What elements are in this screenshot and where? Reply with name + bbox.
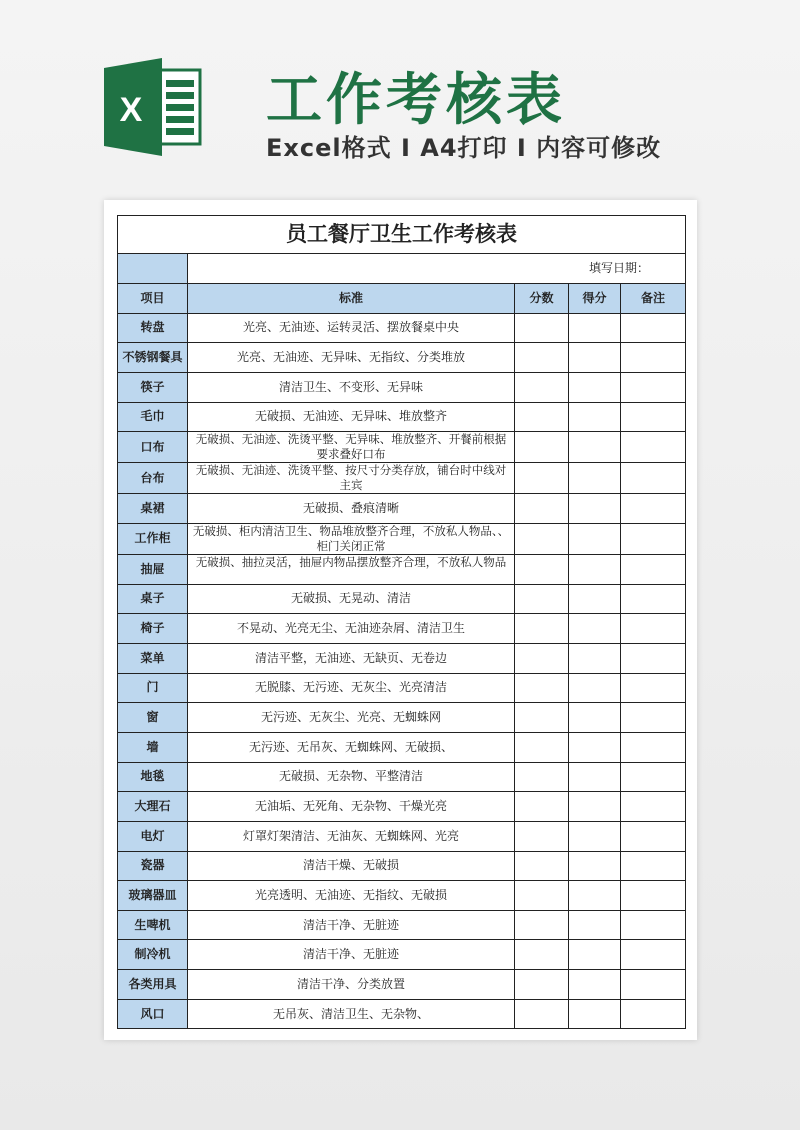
header-item: 项目: [118, 284, 188, 314]
got-cell[interactable]: [569, 343, 621, 373]
date-label[interactable]: 填写日期：: [188, 254, 686, 284]
got-cell[interactable]: [569, 910, 621, 940]
table-row: [118, 673, 686, 703]
banner-title: 工作考核表: [266, 68, 566, 133]
row-item: 大理石: [118, 792, 188, 822]
header-remark: 备注: [621, 284, 686, 314]
row-item: 毛巾: [118, 402, 188, 432]
score-cell[interactable]: [515, 463, 569, 494]
row-item: 转盘: [118, 313, 188, 343]
score-cell[interactable]: [515, 851, 569, 881]
table-row: [118, 851, 686, 881]
score-cell[interactable]: [515, 523, 569, 554]
row-standard: 清洁干净、无脏迹: [188, 910, 515, 940]
table-row: [118, 584, 686, 614]
banner-subtitle: Excel格式 I A4打印 I 内容可修改: [266, 134, 662, 162]
row-item: 窗: [118, 703, 188, 733]
row-item: 筷子: [118, 372, 188, 402]
table-row: [118, 910, 686, 940]
row-standard: 光亮、无油迹、无异味、无指纹、分类堆放: [188, 343, 515, 373]
table-row: [118, 940, 686, 970]
got-cell[interactable]: [569, 432, 621, 463]
got-cell[interactable]: [569, 584, 621, 614]
score-cell[interactable]: [515, 910, 569, 940]
got-cell[interactable]: [569, 523, 621, 554]
row-standard: 无破损、抽拉灵活，抽屉内物品摆放整齐合理，不放私人物品: [188, 554, 515, 584]
got-cell[interactable]: [569, 313, 621, 343]
got-cell[interactable]: [569, 372, 621, 402]
remark-cell[interactable]: [621, 494, 686, 524]
got-cell[interactable]: [569, 554, 621, 584]
remark-cell[interactable]: [621, 343, 686, 373]
got-cell[interactable]: [569, 402, 621, 432]
remark-cell[interactable]: [621, 821, 686, 851]
row-item: 工作柜: [118, 523, 188, 554]
row-standard: 无破损、无晃动、清洁: [188, 584, 515, 614]
remark-cell[interactable]: [621, 792, 686, 822]
score-cell[interactable]: [515, 970, 569, 1000]
table-row: [118, 494, 686, 524]
score-cell[interactable]: [515, 821, 569, 851]
row-item: 玻璃器皿: [118, 881, 188, 911]
score-cell[interactable]: [515, 372, 569, 402]
row-standard: 清洁干净、分类放置: [188, 970, 515, 1000]
got-cell[interactable]: [569, 494, 621, 524]
table-row: [118, 372, 686, 402]
got-cell[interactable]: [569, 614, 621, 644]
table-row: [118, 999, 686, 1029]
got-cell[interactable]: [569, 881, 621, 911]
table-row: [118, 554, 686, 584]
score-cell[interactable]: [515, 494, 569, 524]
remark-cell[interactable]: [621, 881, 686, 911]
svg-text:X: X: [119, 91, 143, 129]
remark-cell[interactable]: [621, 851, 686, 881]
remark-cell[interactable]: [621, 523, 686, 554]
got-cell[interactable]: [569, 821, 621, 851]
got-cell[interactable]: [569, 762, 621, 792]
score-cell[interactable]: [515, 703, 569, 733]
table-row: [118, 643, 686, 673]
score-cell[interactable]: [515, 792, 569, 822]
table-row: [118, 523, 686, 554]
table-row: [118, 343, 686, 373]
score-cell[interactable]: [515, 643, 569, 673]
header-got: 得分: [569, 284, 621, 314]
remark-cell[interactable]: [621, 432, 686, 463]
remark-cell[interactable]: [621, 372, 686, 402]
row-standard: 无油垢、无死角、无杂物、干燥光亮: [188, 792, 515, 822]
got-cell[interactable]: [569, 732, 621, 762]
remark-cell[interactable]: [621, 732, 686, 762]
remark-cell[interactable]: [621, 762, 686, 792]
row-item: 椅子: [118, 614, 188, 644]
remark-cell[interactable]: [621, 584, 686, 614]
row-standard: 光亮、无油迹、运转灵活、摆放餐桌中央: [188, 313, 515, 343]
table-row: [118, 732, 686, 762]
row-standard: 无破损、无油迹、无异味、堆放整齐: [188, 402, 515, 432]
row-standard: 无破损、无油迹、洗烫平整、无异味、堆放整齐、开餐前根据要求叠好口布: [188, 432, 515, 463]
row-item: 台布: [118, 463, 188, 494]
row-standard: 无污迹、无灰尘、光亮、无蜘蛛网: [188, 703, 515, 733]
row-item: 抽屉: [118, 554, 188, 584]
row-item: 门: [118, 673, 188, 703]
remark-cell[interactable]: [621, 970, 686, 1000]
score-cell[interactable]: [515, 732, 569, 762]
row-standard: 灯罩灯架清洁、无油灰、无蜘蛛网、光亮: [188, 821, 515, 851]
row-standard: 光亮透明、无油迹、无指纹、无破损: [188, 881, 515, 911]
row-standard: 清洁干燥、无破损: [188, 851, 515, 881]
score-cell[interactable]: [515, 402, 569, 432]
table-row: [118, 970, 686, 1000]
remark-cell[interactable]: [621, 643, 686, 673]
row-standard: 无破损、叠痕清晰: [188, 494, 515, 524]
table-row: [118, 792, 686, 822]
row-standard: 清洁卫生、不变形、无异味: [188, 372, 515, 402]
table-row: [118, 432, 686, 463]
row-item: 地毯: [118, 762, 188, 792]
table-row: [118, 762, 686, 792]
row-item: 电灯: [118, 821, 188, 851]
got-cell[interactable]: [569, 940, 621, 970]
table-row: [118, 313, 686, 343]
remark-cell[interactable]: [621, 313, 686, 343]
sheet-title: 员工餐厅卫生工作考核表: [118, 216, 686, 254]
score-cell[interactable]: [515, 999, 569, 1029]
remark-cell[interactable]: [621, 554, 686, 584]
row-standard: 清洁干净、无脏迹: [188, 940, 515, 970]
score-cell[interactable]: [515, 762, 569, 792]
row-item: 风口: [118, 999, 188, 1029]
row-standard: 无吊灰、清洁卫生、无杂物、: [188, 999, 515, 1029]
row-item: 桌裙: [118, 494, 188, 524]
remark-cell[interactable]: [621, 910, 686, 940]
score-cell[interactable]: [515, 614, 569, 644]
score-cell[interactable]: [515, 673, 569, 703]
score-cell[interactable]: [515, 940, 569, 970]
row-item: 各类用具: [118, 970, 188, 1000]
remark-cell[interactable]: [621, 940, 686, 970]
row-item: 口布: [118, 432, 188, 463]
row-item: 不锈钢餐具: [118, 343, 188, 373]
got-cell[interactable]: [569, 999, 621, 1029]
got-cell[interactable]: [569, 673, 621, 703]
row-standard: 不晃动、光亮无尘、无油迹杂屑、清洁卫生: [188, 614, 515, 644]
got-cell[interactable]: [569, 792, 621, 822]
row-standard: 无破损、无杂物、平整清洁: [188, 762, 515, 792]
header-score: 分数: [515, 284, 569, 314]
row-item: 制冷机: [118, 940, 188, 970]
table-row: [118, 703, 686, 733]
got-cell[interactable]: [569, 643, 621, 673]
got-cell[interactable]: [569, 851, 621, 881]
table-row: [118, 821, 686, 851]
remark-cell[interactable]: [621, 673, 686, 703]
header-standard: 标准: [188, 284, 515, 314]
got-cell[interactable]: [569, 703, 621, 733]
remark-cell[interactable]: [621, 463, 686, 494]
remark-cell[interactable]: [621, 999, 686, 1029]
row-item: 菜单: [118, 643, 188, 673]
got-cell[interactable]: [569, 463, 621, 494]
row-standard: 无破损、柜内清洁卫生、物品堆放整齐合理，不放私人物品、、柜门关闭正常: [188, 523, 515, 554]
row-item: 墙: [118, 732, 188, 762]
score-cell[interactable]: [515, 313, 569, 343]
score-cell[interactable]: [515, 881, 569, 911]
row-item: 瓷器: [118, 851, 188, 881]
excel-logo-icon: [104, 58, 202, 156]
score-cell[interactable]: [515, 554, 569, 584]
remark-cell[interactable]: [621, 402, 686, 432]
table-row: [118, 402, 686, 432]
row-standard: 无破损、无油迹、洗烫平整、按尺寸分类存放，铺台时中线对主宾: [188, 463, 515, 494]
row-standard: 无脱膝、无污迹、无灰尘、光亮清洁: [188, 673, 515, 703]
table-row: [118, 463, 686, 494]
row-standard: 无污迹、无吊灰、无蜘蛛网、无破损、: [188, 732, 515, 762]
assessment-table: [117, 215, 686, 1029]
row-item: 生啤机: [118, 910, 188, 940]
row-item: 桌子: [118, 584, 188, 614]
remark-cell[interactable]: [621, 614, 686, 644]
score-cell[interactable]: [515, 343, 569, 373]
table-row: [118, 614, 686, 644]
table-row: [118, 881, 686, 911]
score-cell[interactable]: [515, 584, 569, 614]
remark-cell[interactable]: [621, 703, 686, 733]
row-standard: 清洁平整，无油迹、无缺页、无卷边: [188, 643, 515, 673]
got-cell[interactable]: [569, 970, 621, 1000]
score-cell[interactable]: [515, 432, 569, 463]
